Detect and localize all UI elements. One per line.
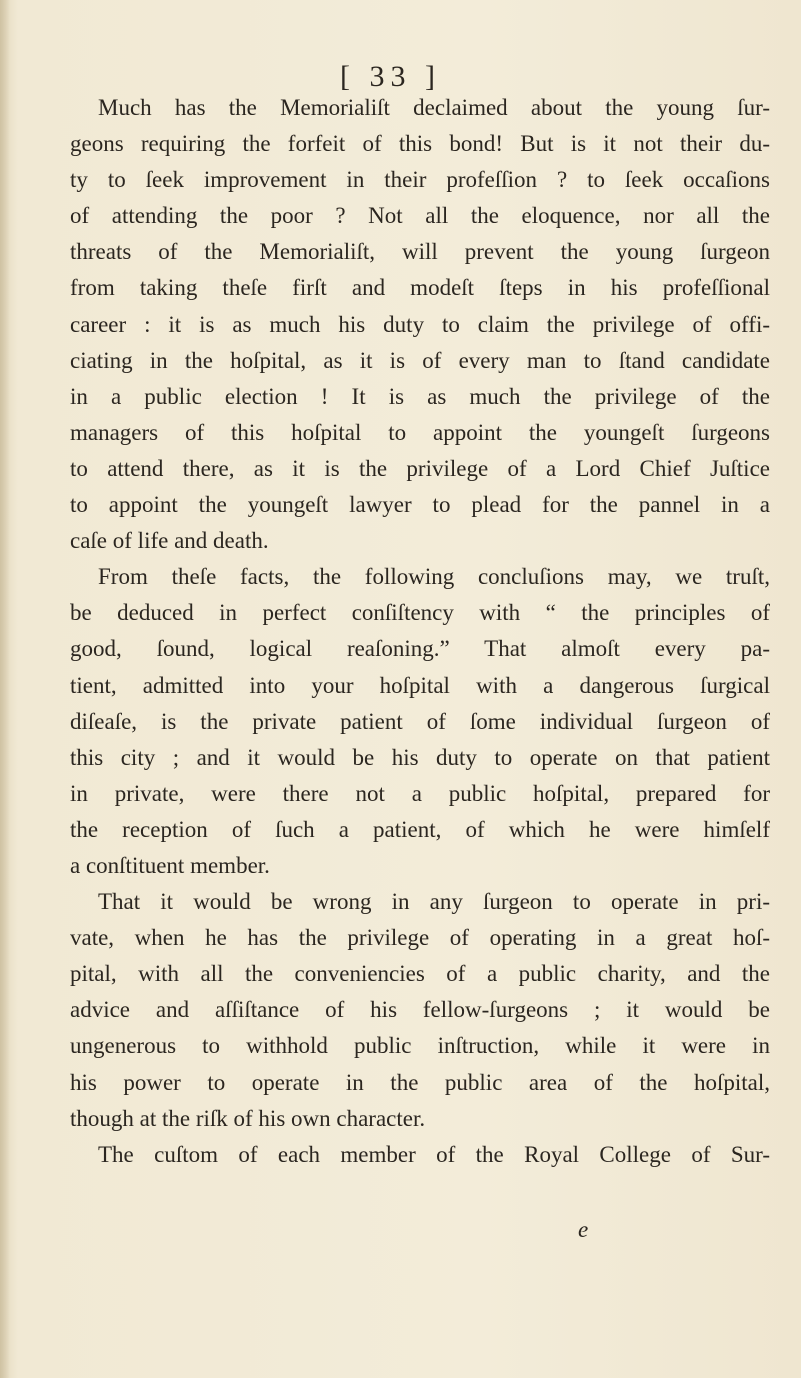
text-line: though at the riſk of his own character. <box>70 1105 426 1131</box>
text-line: career : it is as much his duty to claim the privilege of offi- <box>70 311 770 337</box>
text-line: be deduced in perfect conſiſtency with “ the principles of <box>70 600 770 626</box>
text-line: from taking theſe firſt and modeſt ſteps in his profeſſional <box>70 275 770 301</box>
text-line: tient, admitted into your hoſpital with a dangerous ſurgical <box>70 672 770 698</box>
text-line: a conſtituent member. <box>70 852 270 878</box>
catchword: e <box>578 1217 589 1242</box>
text-line: good, ſound, logical reaſoning.” That almoſt every pa- <box>70 636 770 662</box>
body-text <box>70 90 770 1173</box>
text-line: threats of the Memorialiſt, will prevent the young ſurgeon <box>70 239 770 265</box>
text-line: vate, when he has the privilege of operating in a great hoſ- <box>70 925 770 951</box>
text-line: The cuſtom of each member of the Royal College of Sur- <box>98 1141 770 1167</box>
text-line: geons requiring the forfeit of this bond! But is it not their du- <box>70 131 770 157</box>
text-line: ty to ſeek improvement in their profeſſion ? to ſeek occaſions <box>70 167 770 193</box>
text-line: pital, with all the conveniencies of a public charity, and the <box>70 961 770 987</box>
text-line: to attend there, as it is the privilege of a Lord Chief Juſtice <box>70 455 770 481</box>
text-line: of attending the poor ? Not all the eloquence, nor all the <box>70 203 770 229</box>
text-line: advice and aſſiſtance of his fellow-ſurgeons ; it would be <box>70 997 770 1023</box>
text-line: this city ; and it would be his duty to operate on that patient <box>70 744 770 770</box>
text-line: the reception of ſuch a patient, of which he were himſelf <box>70 816 770 842</box>
text-line: in a public election ! It is as much the privilege of the <box>70 383 770 409</box>
binding-gutter-shadow <box>0 0 10 1378</box>
text-line: in private, were there not a public hoſpital, prepared for <box>70 780 770 806</box>
text-line: caſe of life and death. <box>70 528 269 554</box>
text-line: From theſe facts, the following concluſions may, we truſt, <box>98 564 770 590</box>
text-line: ungenerous to withhold public inſtruction, while it were in <box>70 1033 770 1059</box>
text-line: ciating in the hoſpital, as it is of every man to ſtand candidate <box>70 347 770 373</box>
text-line: to appoint the youngeſt lawyer to plead for the pannel in a <box>70 492 770 518</box>
text-line: managers of this hoſpital to appoint the youngeſt ſurgeons <box>70 419 770 445</box>
page-number: [ 33 ] <box>340 60 441 93</box>
text-line: diſeaſe, is the private patient of ſome individual ſurgeon of <box>70 708 770 734</box>
text-line: That it would be wrong in any ſurgeon to operate in pri- <box>98 889 770 915</box>
text-line: Much has the Memorialiſt declaimed about the young ſur- <box>98 95 770 120</box>
text-line: his power to operate in the public area of the hoſpital, <box>70 1069 770 1095</box>
